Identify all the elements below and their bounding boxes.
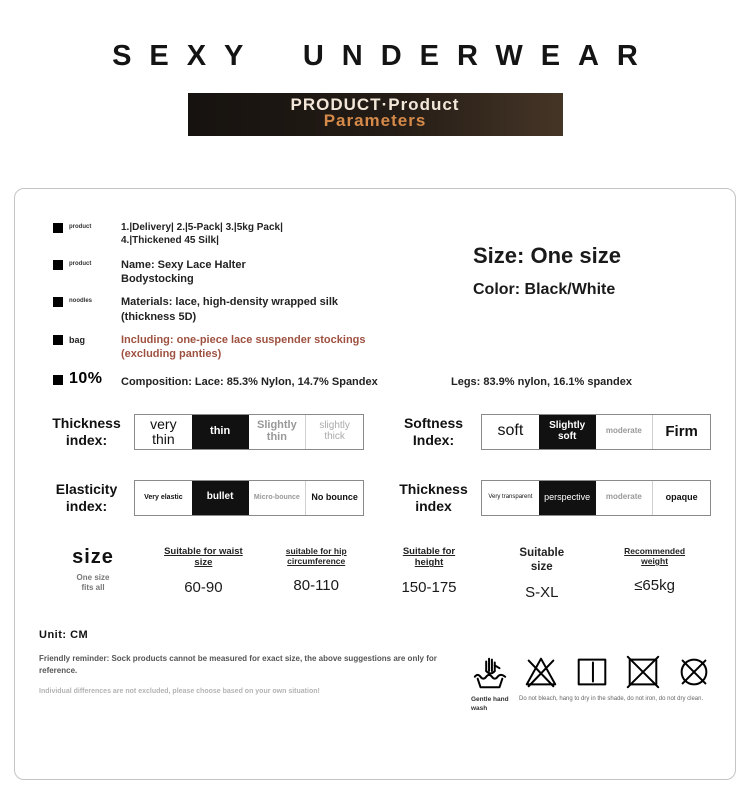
footer-notes (39, 653, 471, 713)
info-tag-label: 10% (69, 369, 103, 387)
info-row-materials (39, 295, 459, 324)
size-chart (39, 546, 711, 602)
index-label: Elasticity index: (55, 481, 118, 514)
product-info-section (39, 221, 711, 371)
index-label: Thickness index (399, 481, 468, 514)
size-chart-column-weight (598, 546, 711, 594)
index-option: Very transparent (488, 494, 533, 501)
size-color-block (459, 221, 711, 371)
column-header: Suitable size (519, 546, 565, 573)
banner-line1: PRODUCT·Product (290, 95, 460, 114)
parameters-card (14, 188, 736, 780)
page-title: SEXY UNDERWEAR (112, 40, 656, 72)
index-option: slightly thick (305, 415, 363, 449)
bullet-square-icon (53, 223, 63, 233)
care-caption-handwash: Gentle hand wash (471, 696, 509, 713)
banner-line2: Parameters (323, 111, 427, 131)
index-option: soft (497, 422, 524, 440)
bullet-square-icon (53, 297, 63, 307)
index-option-selected: thin (192, 415, 249, 449)
drip-dry-icon (573, 653, 611, 691)
info-tag (53, 369, 121, 388)
bullet-square-icon (53, 335, 63, 345)
bullet-square-icon (53, 260, 63, 270)
thickness-index-cell (39, 414, 364, 450)
info-row-including (39, 333, 459, 362)
info-tag (53, 221, 121, 249)
size-value: Size: One size (473, 242, 621, 268)
index-option: No bounce (305, 481, 363, 515)
index-option: moderate (605, 492, 642, 502)
size-chart-subtitle: One size fits all (76, 572, 110, 592)
info-tag-label: product (69, 223, 92, 230)
info-text: Name: Sexy Lace Halter Bodystocking (121, 258, 246, 286)
product-info-list (39, 221, 459, 371)
index-grid (39, 414, 711, 516)
size-chart-column-size (485, 546, 598, 602)
product-parameters-banner (188, 93, 563, 136)
index-label: Thickness index: (52, 415, 121, 448)
index-option: Very elastic (144, 493, 183, 501)
index-option: moderate (605, 426, 642, 436)
care-caption-other: Do not bleach, hang to dry in the shade, do not iron, do not dry clean. (519, 696, 704, 703)
index-option-selected: perspective (539, 481, 596, 515)
index-label: Softness Index: (403, 415, 464, 448)
info-tag-label: bag (69, 334, 86, 345)
composition-lace: Composition: Lace: 85.3% Nylon, 14.7% Spandex (121, 375, 378, 388)
index-option: opaque (652, 481, 710, 515)
elasticity-index-cell (39, 480, 364, 516)
column-value: ≤65kg (634, 576, 675, 594)
info-tag-label: noodles (69, 298, 93, 305)
transparency-index-cell (386, 480, 711, 516)
info-row-delivery (39, 221, 459, 249)
index-option: Slightly thin (257, 418, 297, 443)
column-header: Recommended weight (624, 545, 686, 567)
index-option: Firm (652, 415, 710, 449)
column-header: Suitable for waist size (164, 545, 243, 569)
transparency-index-bar (481, 480, 711, 516)
size-chart-title: size (72, 545, 114, 568)
color-value: Color: Black/White (473, 280, 616, 298)
info-tag (53, 333, 121, 362)
elasticity-index-bar (134, 480, 364, 516)
column-header: suitable for hip circumference (285, 545, 347, 567)
info-tag (53, 295, 121, 324)
size-chart-column-hip (260, 546, 373, 594)
size-chart-column-height (373, 546, 486, 597)
index-option-selected: Slightly soft (539, 415, 596, 449)
softness-index-cell (386, 414, 711, 450)
index-option-selected: bullet (192, 481, 249, 515)
care-icon-row (471, 653, 713, 691)
info-tag (53, 258, 121, 287)
column-value: 150-175 (401, 579, 457, 597)
unit-label: Unit: CM (39, 629, 89, 642)
size-chart-column-waist (147, 546, 260, 597)
composition-legs: Legs: 83.9% nylon, 16.1% spandex (451, 375, 632, 388)
softness-index-bar (481, 414, 711, 450)
index-option: Micro-bounce (253, 493, 300, 501)
disclaimer-note: Individual differences are not excluded, please choose based on your own situation! (39, 688, 320, 696)
size-chart-row-label (39, 546, 147, 594)
index-option: very thin (150, 415, 177, 447)
info-row-name (39, 258, 459, 287)
info-text: Materials: lace, high-density wrapped silk (thickness 5D) (121, 296, 339, 323)
composition-row (39, 369, 711, 388)
info-tag-label: product (69, 260, 92, 267)
care-instructions (471, 653, 713, 713)
card-footer (39, 629, 711, 713)
friendly-reminder: Friendly reminder: Sock products cannot be measured for exact size, the above suggestions are only for reference. (39, 654, 437, 676)
thickness-index-bar (134, 414, 364, 450)
hand-wash-icon (471, 653, 509, 691)
column-value: S-XL (525, 584, 559, 602)
info-text: 1.|Delivery| 2.|5-Pack| 3.|5kg Pack| 4.|Thickened 45 Silk| (121, 221, 283, 246)
care-captions (471, 695, 713, 713)
column-value: 80-110 (293, 576, 339, 594)
info-text: Including: one-piece lace suspender stockings (excluding panties) (121, 333, 366, 361)
column-value: 60-90 (184, 579, 223, 597)
no-dry-clean-icon (675, 653, 713, 691)
bullet-square-icon (53, 375, 63, 385)
column-header: Suitable for height (402, 545, 456, 569)
no-tumble-dry-icon (624, 653, 662, 691)
no-bleach-icon (522, 653, 560, 691)
